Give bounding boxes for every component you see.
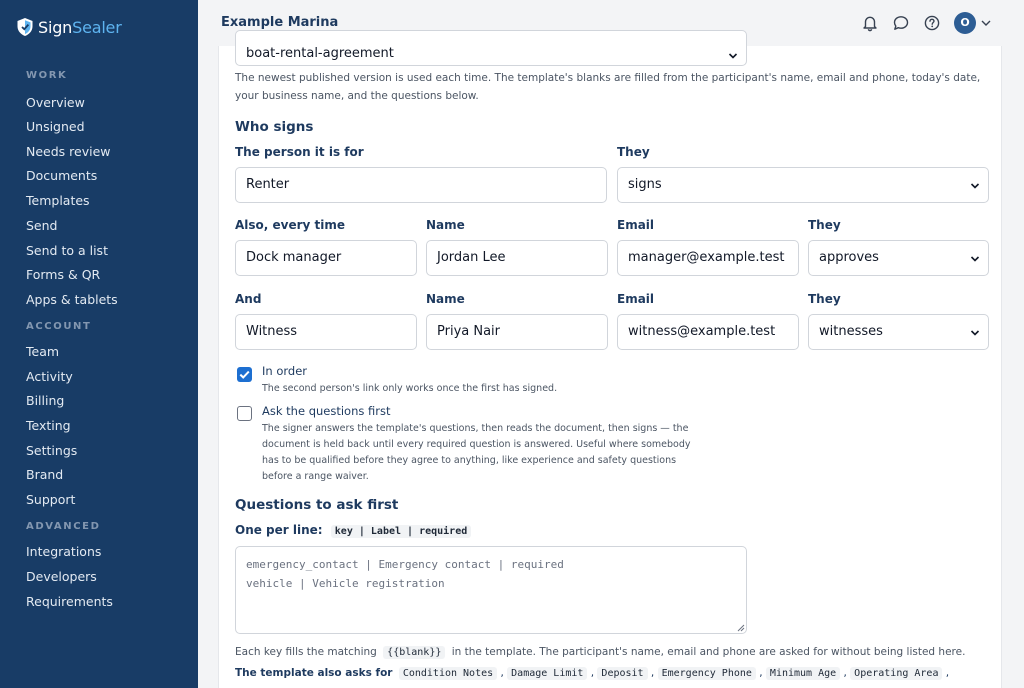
- signer3-name-input[interactable]: Priya Nair: [426, 314, 608, 350]
- nav-section-account: ACCOUNT: [26, 321, 92, 332]
- also-asks-row: The template also asks for Condition Notes , Damage Limit , Deposit , Emergency Phone , Minimum Age , Operating Area ,: [235, 667, 950, 679]
- and-label: And: [235, 292, 262, 306]
- format-code: key | Label | required: [331, 525, 471, 538]
- signer3-role-input[interactable]: Witness: [235, 314, 417, 350]
- nav-item-documents[interactable]: Documents: [26, 168, 98, 183]
- nav-section-advanced: ADVANCED: [26, 521, 101, 532]
- nav-item-requirements[interactable]: Requirements: [26, 594, 113, 609]
- person-for-label: The person it is for: [235, 145, 364, 159]
- nav-item-templates[interactable]: Templates: [26, 193, 90, 208]
- checkmark-icon: [237, 367, 252, 382]
- they-label: They: [617, 145, 650, 159]
- person-for-input[interactable]: Renter: [235, 167, 607, 203]
- template-select-value: boat-rental-agreement: [246, 46, 394, 61]
- ask-first-checkbox[interactable]: [237, 406, 252, 421]
- template-help: The newest published version is used each time. The template's blanks are filled from the participant's name, email and phone, today's date, your business name, and the questions below.: [235, 72, 981, 102]
- nav-item-overview[interactable]: Overview: [26, 95, 85, 110]
- nav-item-support[interactable]: Support: [26, 492, 76, 507]
- email-label: Email: [617, 218, 655, 232]
- help-icon[interactable]: [923, 14, 941, 32]
- chevron-down-icon: [970, 254, 980, 264]
- signer2-email-input[interactable]: manager@example.test: [617, 240, 799, 276]
- nav-item-apps-tablets[interactable]: Apps & tablets: [26, 292, 118, 307]
- nav-item-send-to-list[interactable]: Send to a list: [26, 243, 108, 258]
- questions-title: Questions to ask first: [235, 497, 399, 513]
- sidebar: [0, 0, 198, 688]
- nav-item-integrations[interactable]: Integrations: [26, 544, 102, 559]
- avatar[interactable]: O: [954, 12, 976, 34]
- nav-item-unsigned[interactable]: Unsigned: [26, 119, 85, 134]
- nav-item-brand[interactable]: Brand: [26, 467, 64, 482]
- ask-first-help: The signer answers the template's questions, then reads the document, then signs — the document is held back until every required question is answered. Useful where somebody has to be qualified before they agree to anything, like experience and safety questions before a range waiver.: [262, 423, 691, 482]
- ask-first-label[interactable]: Ask the questions first: [262, 404, 391, 418]
- chevron-down-icon: [970, 328, 980, 338]
- brand-logo[interactable]: [16, 17, 122, 37]
- email-label: Email: [617, 292, 655, 306]
- signer2-action-select[interactable]: approves: [808, 240, 989, 276]
- in-order-help: The second person's link only works once the first has signed.: [262, 383, 558, 394]
- resize-handle-icon[interactable]: [737, 624, 745, 632]
- person-for-action-select[interactable]: signs: [617, 167, 989, 203]
- name-label: Name: [426, 292, 465, 306]
- chevron-down-icon[interactable]: [980, 17, 992, 29]
- chevron-down-icon: [728, 51, 738, 61]
- they-label: They: [808, 292, 841, 306]
- in-order-checkbox[interactable]: [237, 367, 252, 382]
- nav-section-work: WORK: [26, 70, 68, 81]
- shield-icon: [16, 17, 34, 37]
- chat-icon[interactable]: [892, 14, 910, 32]
- nav-item-developers[interactable]: Developers: [26, 569, 97, 584]
- nav-item-send[interactable]: Send: [26, 218, 58, 233]
- in-order-label[interactable]: In order: [262, 364, 308, 378]
- main-card: [218, 46, 1002, 688]
- signer2-role-input[interactable]: Dock manager: [235, 240, 417, 276]
- key-help: Each key fills the matching {{blank}} in the template. The participant's name, email and phone are asked for without being listed here.: [235, 646, 966, 658]
- chevron-down-icon: [970, 181, 980, 191]
- org-name: Example Marina: [221, 15, 339, 30]
- name-label: Name: [426, 218, 465, 232]
- nav-item-forms-qr[interactable]: Forms & QR: [26, 267, 101, 282]
- nav-item-settings[interactable]: Settings: [26, 443, 78, 458]
- brand-name: SignSealer: [38, 17, 122, 37]
- template-select[interactable]: [235, 30, 747, 66]
- nav-item-activity[interactable]: Activity: [26, 369, 73, 384]
- questions-textarea[interactable]: emergency_contact | Emergency contact | required vehicle | Vehicle registration: [235, 546, 747, 634]
- nav-item-texting[interactable]: Texting: [26, 418, 71, 433]
- nav-item-team[interactable]: Team: [26, 344, 60, 359]
- who-signs-title: Who signs: [235, 119, 314, 135]
- signer3-action-select[interactable]: witnesses: [808, 314, 989, 350]
- bell-icon[interactable]: [861, 14, 879, 32]
- nav-item-needs-review[interactable]: Needs review: [26, 144, 111, 159]
- one-per-line-row: One per line: key | Label | required: [235, 523, 471, 537]
- nav-item-billing[interactable]: Billing: [26, 393, 65, 408]
- also-label: Also, every time: [235, 218, 346, 232]
- signer2-name-input[interactable]: Jordan Lee: [426, 240, 608, 276]
- they-label: They: [808, 218, 841, 232]
- signer3-email-input[interactable]: witness@example.test: [617, 314, 799, 350]
